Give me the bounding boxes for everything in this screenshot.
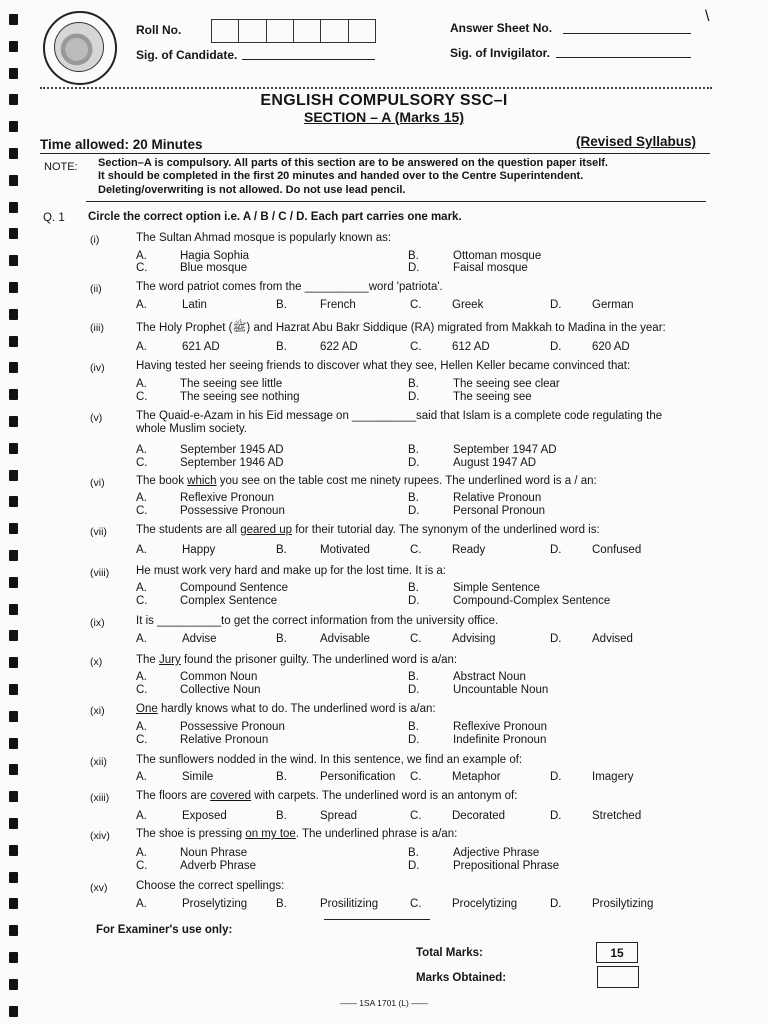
item-stem: [136, 654, 457, 666]
option-letter-d[interactable]: D.: [408, 684, 420, 696]
item-number: (ii): [90, 283, 102, 295]
option-d[interactable]: Prepositional Phrase: [453, 860, 560, 872]
item-stem: The sunflowers nodded in the wind. In this sentence, we find an example of:: [136, 754, 523, 766]
time-rule: [40, 153, 710, 154]
option-letter-c[interactable]: C.: [136, 684, 148, 696]
item-stem-end: . The underlined phrase is a/an:: [295, 828, 458, 840]
option-c[interactable]: Metaphor: [452, 771, 501, 783]
item-stem-start: The students are all: [136, 524, 241, 536]
option-letter-b[interactable]: B.: [408, 582, 419, 594]
timing-mark: [9, 309, 18, 320]
option-letter-d[interactable]: D.: [550, 898, 562, 910]
timing-mark: [9, 496, 18, 507]
item-stem: [136, 703, 436, 715]
item-number: (ix): [90, 617, 105, 629]
item-number: (xii): [90, 756, 107, 768]
option-a[interactable]: Common Noun: [180, 671, 258, 683]
option-letter-a[interactable]: A.: [136, 810, 147, 822]
answer-sheet-label: Answer Sheet No.: [450, 21, 553, 35]
item-number: (iii): [90, 322, 104, 334]
option-b[interactable]: Prosilitizing: [320, 898, 379, 910]
item-stem-start: The floors are: [136, 790, 211, 802]
option-letter-a[interactable]: A.: [136, 847, 147, 859]
option-letter-a[interactable]: A.: [136, 444, 147, 456]
total-marks-value: 15: [610, 946, 624, 960]
option-b[interactable]: Adjective Phrase: [453, 847, 540, 859]
sig-candidate-label: Sig. of Candidate.: [136, 48, 238, 62]
option-b[interactable]: Ottoman mosque: [453, 250, 542, 262]
option-b[interactable]: September 1947 AD: [453, 444, 557, 456]
option-letter-b[interactable]: B.: [408, 250, 419, 262]
option-letter-b[interactable]: B.: [276, 341, 287, 353]
option-c[interactable]: Ready: [452, 544, 486, 556]
option-letter-c[interactable]: C.: [410, 633, 422, 645]
item-number: (xv): [90, 882, 108, 894]
option-letter-c[interactable]: C.: [136, 262, 148, 274]
answer-sheet-line[interactable]: [563, 33, 691, 34]
examiner-label: For Examiner's use only:: [96, 924, 233, 936]
timing-mark: [9, 470, 18, 481]
timing-mark: [9, 14, 18, 25]
item-stem: The Sultan Ahmad mosque is popularly known as:: [136, 232, 392, 244]
item-number: (x): [90, 656, 103, 668]
marks-obtained-box[interactable]: [597, 966, 639, 988]
option-letter-d[interactable]: D.: [550, 633, 562, 645]
option-letter-d[interactable]: D.: [408, 262, 420, 274]
option-letter-c[interactable]: C.: [136, 860, 148, 872]
option-c[interactable]: Advising: [452, 633, 496, 645]
option-letter-b[interactable]: B.: [408, 721, 419, 733]
item-number: (vi): [90, 477, 105, 489]
question-instruction: Circle the correct option i.e. A / B / C / D. Each part carries one mark.: [88, 211, 462, 223]
option-a[interactable]: Hagia Sophia: [180, 250, 250, 262]
timing-mark: [9, 202, 18, 213]
item-stem-end: for their tutorial day. The synonym of the underlined word is:: [292, 524, 600, 536]
option-c[interactable]: Adverb Phrase: [180, 860, 257, 872]
option-letter-a[interactable]: A.: [136, 633, 147, 645]
option-c[interactable]: Possessive Pronoun: [180, 505, 285, 517]
option-a[interactable]: Latin: [182, 299, 207, 311]
option-b[interactable]: Personification: [320, 771, 396, 783]
option-d[interactable]: Confused: [592, 544, 642, 556]
option-d[interactable]: German: [592, 299, 634, 311]
note-label: NOTE:: [44, 161, 78, 173]
item-stem: Choose the correct spellings:: [136, 880, 285, 892]
option-d[interactable]: August 1947 AD: [453, 457, 537, 469]
item-stem: [136, 790, 517, 802]
item-number: (xi): [90, 705, 105, 717]
timing-mark: [9, 336, 18, 347]
option-c[interactable]: Blue mosque: [180, 262, 248, 274]
option-letter-c[interactable]: C.: [410, 544, 422, 556]
option-letter-b[interactable]: B.: [408, 444, 419, 456]
item-number: (xiv): [90, 830, 110, 842]
board-seal-logo: [43, 11, 117, 85]
item-stem: The Holy Prophet (ﷺ) and Hazrat Abu Bakr Siddique (RA) migrated from Makkah to Madina in the year:: [136, 322, 666, 334]
timing-mark: [9, 416, 18, 427]
paper-title: ENGLISH COMPULSORY SSC–I: [260, 92, 508, 109]
timing-mark: [9, 818, 18, 829]
item-stem-start: The book: [136, 475, 188, 487]
option-letter-c[interactable]: C.: [410, 898, 422, 910]
option-d[interactable]: The seeing see: [453, 391, 532, 403]
option-a[interactable]: Exposed: [182, 810, 227, 822]
item-stem: He must work very hard and make up for the lost time. It is a:: [136, 565, 446, 577]
option-letter-b[interactable]: B.: [276, 299, 287, 311]
revised-syllabus: (Revised Syllabus): [576, 134, 697, 149]
timing-mark: [9, 979, 18, 990]
option-letter-b[interactable]: B.: [276, 898, 287, 910]
option-letter-c[interactable]: C.: [136, 595, 148, 607]
sig-invigilator-line[interactable]: [556, 57, 691, 58]
option-letter-a[interactable]: A.: [136, 582, 147, 594]
option-b[interactable]: 622 AD: [320, 341, 358, 353]
item-number: (iv): [90, 362, 105, 374]
timing-mark: [9, 684, 18, 695]
option-d[interactable]: 620 AD: [592, 341, 630, 353]
option-letter-d[interactable]: D.: [408, 860, 420, 872]
item-stem-end: you see on the table cost me ninety rupees. The underlined word is a / an:: [216, 475, 597, 487]
option-d[interactable]: Uncountable Noun: [453, 684, 549, 696]
item-stem: [136, 524, 600, 536]
timing-mark: [9, 255, 18, 266]
option-letter-d[interactable]: D.: [550, 544, 562, 556]
timing-mark: [9, 41, 18, 52]
timing-mark: [9, 282, 18, 293]
option-c[interactable]: Procelytizing: [452, 898, 518, 910]
item-number: (v): [90, 412, 103, 424]
note-line-2: It should be completed in the first 20 minutes and handed over to the Centre Superintendent.: [98, 170, 584, 182]
item-stem-underlined: on my toe: [245, 828, 296, 840]
option-d[interactable]: Imagery: [592, 771, 634, 783]
item-number: (viii): [90, 567, 110, 579]
timing-mark: [9, 443, 18, 454]
option-d[interactable]: Faisal mosque: [453, 262, 528, 274]
option-letter-b[interactable]: B.: [276, 771, 287, 783]
option-c[interactable]: The seeing see nothing: [180, 391, 300, 403]
header-divider: [40, 87, 712, 89]
sig-candidate-line[interactable]: [242, 59, 375, 60]
option-d[interactable]: Compound-Complex Sentence: [453, 595, 611, 607]
option-b[interactable]: Advisable: [320, 633, 370, 645]
item-stem-underlined: geared up: [240, 524, 292, 536]
option-c[interactable]: Relative Pronoun: [180, 734, 269, 746]
timing-mark: [9, 952, 18, 963]
item-stem: [136, 475, 597, 487]
option-d[interactable]: Prosilytizing: [592, 898, 654, 910]
item-stem: It is __________to get the correct information from the university office.: [136, 615, 499, 627]
option-letter-b[interactable]: B.: [408, 492, 419, 504]
option-letter-a[interactable]: A.: [136, 544, 147, 556]
timing-mark: [9, 711, 18, 722]
timing-mark: [9, 738, 18, 749]
timing-mark: [9, 577, 18, 588]
option-letter-a[interactable]: A.: [136, 671, 147, 683]
timing-mark: [9, 925, 18, 936]
timing-mark: [9, 898, 18, 909]
item-stem-end: hardly knows what to do. The underlined word is a/an:: [157, 703, 436, 715]
option-letter-a[interactable]: A.: [136, 378, 147, 390]
timing-mark: [9, 389, 18, 400]
option-c[interactable]: Greek: [452, 299, 484, 311]
timing-mark: [9, 872, 18, 883]
item-number: (i): [90, 234, 100, 246]
corner-mark: \: [705, 8, 710, 25]
option-letter-d[interactable]: D.: [550, 771, 562, 783]
option-d[interactable]: Indefinite Pronoun: [453, 734, 547, 746]
option-a[interactable]: Reflexive Pronoun: [180, 492, 274, 504]
timing-mark: [9, 228, 18, 239]
item-stem: The Quaid-e-Azam in his Eid message on __________said that Islam is a complete code regulating the: [136, 410, 663, 422]
item-stem-underlined: which: [187, 475, 217, 487]
question-number: Q. 1: [43, 212, 65, 224]
timing-mark: [9, 845, 18, 856]
sig-invigilator-label: Sig. of Invigilator.: [450, 46, 551, 60]
option-letter-d[interactable]: D.: [550, 341, 562, 353]
option-a[interactable]: The seeing see little: [180, 378, 283, 390]
option-a[interactable]: Happy: [182, 544, 216, 556]
item-number: (xiii): [90, 792, 110, 804]
item-stem: The word patriot comes from the __________word 'patriota'.: [136, 281, 443, 293]
timing-mark: [9, 764, 18, 775]
option-a[interactable]: Possessive Pronoun: [180, 721, 285, 733]
option-letter-d[interactable]: D.: [408, 595, 420, 607]
item-stem-end: found the prisoner guilty. The underlined word is a/an:: [180, 654, 458, 666]
roll-no-label: Roll No.: [136, 23, 182, 37]
item-stem-continued: whole Muslim society.: [136, 423, 247, 435]
note-line-3: Deleting/overwriting is not allowed. Do not use lead pencil.: [98, 184, 406, 196]
option-c[interactable]: Collective Noun: [180, 684, 261, 696]
option-letter-b[interactable]: B.: [276, 544, 287, 556]
option-letter-c[interactable]: C.: [136, 505, 148, 517]
option-letter-a[interactable]: A.: [136, 250, 147, 262]
option-letter-d[interactable]: D.: [408, 391, 420, 403]
option-d[interactable]: Stretched: [592, 810, 642, 822]
option-letter-a[interactable]: A.: [136, 721, 147, 733]
item-stem-underlined: Jury: [159, 654, 181, 666]
timing-mark: [9, 791, 18, 802]
timing-mark: [9, 630, 18, 641]
total-marks-label: Total Marks:: [416, 947, 483, 959]
time-allowed: Time allowed: 20 Minutes: [40, 137, 203, 152]
section-title: SECTION – A (Marks 15): [303, 109, 464, 125]
timing-mark: [9, 175, 18, 186]
option-b[interactable]: Relative Pronoun: [453, 492, 542, 504]
examiner-rule: [324, 919, 430, 920]
option-letter-d[interactable]: D.: [408, 505, 420, 517]
item-stem-underlined: One: [136, 703, 158, 715]
item-stem-start: The: [136, 654, 160, 666]
option-letter-d[interactable]: D.: [550, 810, 562, 822]
option-letter-c[interactable]: C.: [136, 457, 148, 469]
total-marks-box: [596, 942, 638, 963]
footer-code: —— 1SA 1701 (L) ——: [339, 998, 429, 1008]
option-b[interactable]: Simple Sentence: [453, 582, 540, 594]
option-b[interactable]: Abstract Noun: [453, 671, 526, 683]
option-letter-a[interactable]: A.: [136, 299, 147, 311]
item-stem: [136, 828, 457, 840]
timing-mark: [9, 550, 18, 561]
item-stem-underlined: covered: [210, 790, 252, 802]
marks-obtained-label: Marks Obtained:: [416, 972, 507, 984]
option-c[interactable]: Decorated: [452, 810, 506, 822]
item-stem-start: The shoe is pressing: [136, 828, 246, 840]
option-a[interactable]: Advise: [182, 633, 217, 645]
item-stem-end: with carpets. The underlined word is an antonym of:: [251, 790, 518, 802]
option-a[interactable]: 621 AD: [182, 341, 220, 353]
timing-mark: [9, 604, 18, 615]
option-a[interactable]: Compound Sentence: [180, 582, 289, 594]
note-rule: [86, 201, 706, 202]
timing-mark: [9, 657, 18, 668]
timing-mark: [9, 362, 18, 373]
option-d[interactable]: Personal Pronoun: [453, 505, 546, 517]
option-letter-b[interactable]: B.: [408, 847, 419, 859]
timing-mark: [9, 148, 18, 159]
option-a[interactable]: Simile: [182, 771, 214, 783]
option-c[interactable]: September 1946 AD: [180, 457, 284, 469]
option-letter-b[interactable]: B.: [276, 810, 287, 822]
option-letter-c[interactable]: C.: [410, 810, 422, 822]
option-letter-d[interactable]: D.: [550, 299, 562, 311]
roll-no-boxes[interactable]: [211, 19, 376, 43]
timing-mark: [9, 68, 18, 79]
option-letter-a[interactable]: A.: [136, 771, 147, 783]
option-letter-c[interactable]: C.: [410, 341, 422, 353]
option-a[interactable]: Noun Phrase: [180, 847, 248, 859]
item-stem: Having tested her seeing friends to discover what they see, Hellen Keller became convinced that:: [136, 360, 631, 372]
option-letter-d[interactable]: D.: [408, 734, 420, 746]
option-b[interactable]: Spread: [320, 810, 358, 822]
timing-mark: [9, 523, 18, 534]
option-b[interactable]: French: [320, 299, 356, 311]
option-a[interactable]: Proselytizing: [182, 898, 248, 910]
option-letter-b[interactable]: B.: [276, 633, 287, 645]
option-b[interactable]: Motivated: [320, 544, 370, 556]
item-number: (vii): [90, 526, 107, 538]
option-letter-a[interactable]: A.: [136, 341, 147, 353]
option-c[interactable]: 612 AD: [452, 341, 490, 353]
option-letter-b[interactable]: B.: [408, 671, 419, 683]
option-b[interactable]: Reflexive Pronoun: [453, 721, 547, 733]
option-letter-c[interactable]: C.: [136, 391, 148, 403]
option-d[interactable]: Advised: [592, 633, 633, 645]
option-letter-c[interactable]: C.: [410, 299, 422, 311]
option-letter-c[interactable]: C.: [410, 771, 422, 783]
option-letter-b[interactable]: B.: [408, 378, 419, 390]
option-letter-d[interactable]: D.: [408, 457, 420, 469]
option-letter-a[interactable]: A.: [136, 898, 147, 910]
note-line-1: Section–A is compulsory. All parts of this section are to be answered on the question paper itself.: [98, 157, 608, 169]
option-c[interactable]: Complex Sentence: [180, 595, 278, 607]
option-letter-a[interactable]: A.: [136, 492, 147, 504]
option-b[interactable]: The seeing see clear: [453, 378, 560, 390]
option-a[interactable]: September 1945 AD: [180, 444, 284, 456]
option-letter-c[interactable]: C.: [136, 734, 148, 746]
